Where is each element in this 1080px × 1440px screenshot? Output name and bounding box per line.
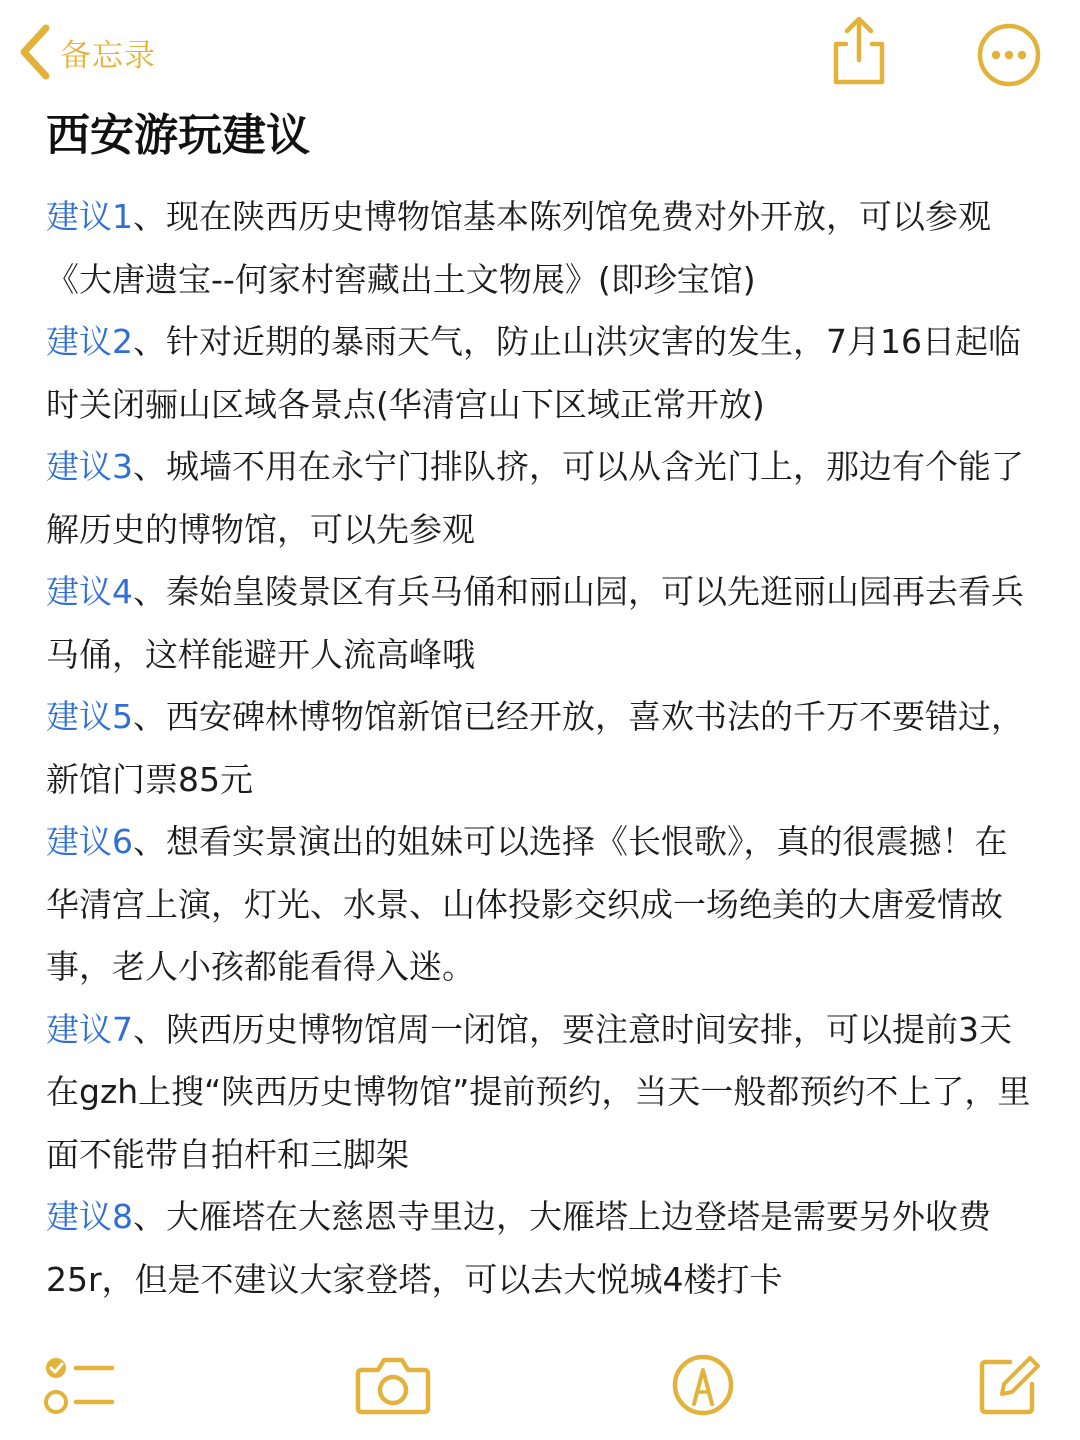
back-label: 备忘录 — [60, 37, 156, 74]
suggestion-text: 、陕西历史博物馆周一闭馆，要注意时间安排，可以提前3天在gzh上搜“陕西历史博物馆”提前预约，当天一般都预约不上了，里面不能带自拍杆和三脚架 — [46, 1009, 1031, 1174]
note-paragraph — [46, 999, 1036, 1187]
suggestion-label: 建议7 — [46, 1009, 133, 1049]
camera-icon — [354, 1352, 432, 1416]
note-body[interactable] — [46, 186, 1036, 1311]
note-paragraph — [46, 811, 1036, 999]
suggestion-text: 、针对近期的暴雨天气，防止山洪灾害的发生，7月16日起临时关闭骊山区域各景点(华清宫山下区域正常开放) — [46, 322, 1021, 424]
note-paragraph — [46, 1186, 1036, 1311]
suggestion-label: 建议4 — [46, 572, 133, 611]
markup-button[interactable] — [670, 1352, 736, 1422]
share-icon — [826, 14, 892, 88]
suggestion-label: 建议2 — [46, 322, 133, 361]
more-icon — [976, 22, 1042, 88]
chevron-left-icon — [18, 24, 52, 80]
note-paragraph — [46, 311, 1036, 436]
note-title: 西安游玩建议 — [46, 110, 310, 161]
suggestion-label: 建议1 — [46, 197, 133, 236]
navigation-bar — [0, 0, 1080, 110]
note-paragraph — [46, 561, 1036, 686]
suggestion-label: 建议6 — [46, 822, 133, 861]
checklist-icon — [42, 1354, 116, 1418]
checklist-button[interactable] — [42, 1354, 116, 1422]
bottom-toolbar — [0, 1340, 1080, 1440]
suggestion-text: 、大雁塔在大慈恩寺里边，大雁塔上边登塔是需要另外收费25r，但是不建议大家登塔，可以去大悦城4楼打卡 — [46, 1197, 991, 1299]
back-button[interactable] — [18, 22, 156, 82]
suggestion-text: 、秦始皇陵景区有兵马俑和丽山园，可以先逛丽山园再去看兵马俑，这样能避开人流高峰哦 — [46, 572, 1024, 674]
note-paragraph — [46, 186, 1036, 311]
suggestion-text: 、现在陕西历史博物馆基本陈列馆免费对外开放，可以参观《大唐遗宝--何家村窖藏出土文物展》(即珍宝馆) — [46, 197, 991, 299]
suggestion-text: 、西安碑林博物馆新馆已经开放，喜欢书法的千万不要错过，新馆门票85元 — [46, 697, 1024, 799]
suggestion-label: 建议3 — [46, 447, 133, 486]
compose-button[interactable] — [976, 1350, 1042, 1422]
suggestion-text: 、想看实景演出的姐妹可以选择《长恨歌》，真的很震撼！在华清宫上演，灯光、水景、山体投影交织成一场绝美的大唐爱情故事，老人小孩都能看得入迷。 — [46, 822, 1008, 986]
more-button[interactable] — [976, 22, 1042, 88]
compose-icon — [976, 1350, 1042, 1418]
note-paragraph — [46, 686, 1036, 811]
suggestion-text: 、城墙不用在永宁门排队挤，可以从含光门上，那边有个能了解历史的博物馆，可以先参观 — [46, 447, 1024, 549]
suggestion-label: 建议5 — [46, 697, 133, 736]
markup-pen-icon — [670, 1352, 736, 1418]
suggestion-label: 建议8 — [46, 1197, 133, 1236]
note-paragraph — [46, 436, 1036, 561]
share-button[interactable] — [826, 14, 892, 88]
camera-button[interactable] — [354, 1352, 432, 1420]
